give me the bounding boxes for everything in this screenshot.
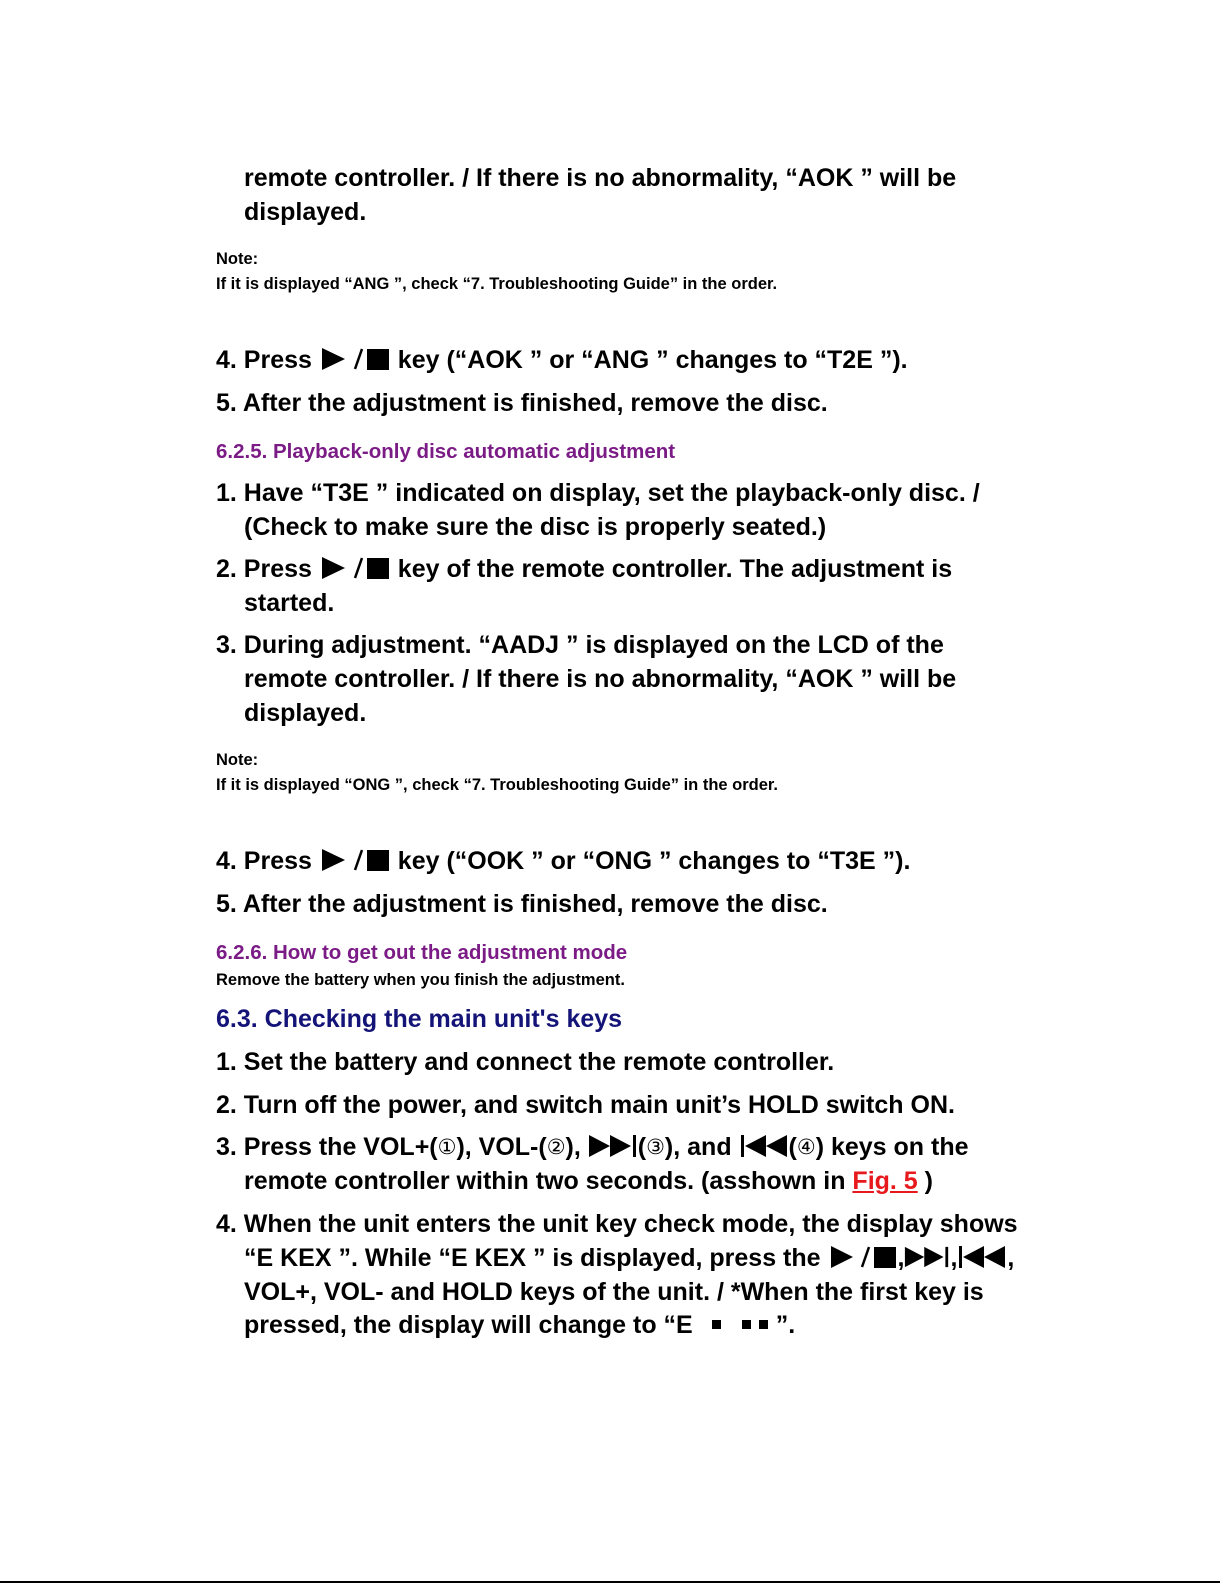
step-text: 4. Press xyxy=(216,346,319,374)
step-1-line-b: (Check to make sure the disc is properly seated.) xyxy=(244,513,827,541)
separator: , xyxy=(950,1244,958,1272)
section-heading-6-3: 6.3. Checking the main unit's keys xyxy=(216,1005,623,1033)
step-text: “E KEX ”. While “E KEX ” is displayed, press the xyxy=(244,1244,828,1272)
step-text: ”. xyxy=(775,1311,796,1339)
step-text: key (“AOK ” or “ANG ” changes to “T2E ”). xyxy=(390,346,908,374)
section-text: Remove the battery when you finish the adjustment. xyxy=(216,971,625,989)
key-step-3-line-b xyxy=(244,1164,933,1198)
previous-rewind-icon xyxy=(739,1133,789,1159)
key-step-4-line-b xyxy=(244,1241,1014,1275)
step-text: 3. Press the VOL+( xyxy=(216,1133,438,1161)
circled-number: ① xyxy=(437,1135,457,1159)
continued-line-2: displayed. xyxy=(244,198,367,226)
circled-number: ② xyxy=(546,1135,566,1159)
step-5-remove-disc: 5. After the adjustment is finished, remove the disc. xyxy=(216,389,828,417)
step-4-press xyxy=(216,343,908,377)
step-text: key (“OOK ” or “ONG ” changes to “T3E ”). xyxy=(390,847,911,875)
play-stop-icon xyxy=(319,346,391,372)
step-4-press xyxy=(216,844,910,878)
step-2-press xyxy=(216,552,952,586)
step-text: ) xyxy=(917,1167,933,1195)
play-stop-icon xyxy=(319,847,391,873)
play-stop-icon xyxy=(319,555,391,581)
key-step-3-line-a: 3. Press the VOL+(①), VOL-(②), (③), and (④) keys on the xyxy=(216,1130,969,1164)
section-heading-6-2-6: 6.2.6. How to get out the adjustment mode xyxy=(216,941,628,964)
note-text: If it is displayed “ANG ”, check “7. Troubleshooting Guide” in the order. xyxy=(216,275,778,293)
fast-forward-next-icon xyxy=(588,1133,638,1159)
key-step-4-line-a: 4. When the unit enters the unit key check mode, the display shows xyxy=(216,1210,1018,1238)
step-1-line-a: 1. Have “T3E ” indicated on display, set the playback-only disc. / xyxy=(216,479,980,507)
separator: , xyxy=(897,1244,905,1272)
step-3-line-c: displayed. xyxy=(244,699,367,727)
step-text: remote controller within two seconds. (asshown in xyxy=(244,1167,853,1195)
step-text: 2. Press xyxy=(216,555,319,583)
previous-rewind-icon xyxy=(957,1244,1007,1270)
key-step-1: 1. Set the battery and connect the remote controller. xyxy=(216,1048,835,1076)
section-heading-6-2-5: 6.2.5. Playback-only disc automatic adjustment xyxy=(216,440,676,463)
step-text: pressed, the display will change to “E xyxy=(244,1311,700,1339)
fast-forward-next-icon xyxy=(904,1244,950,1270)
circled-number: ③ xyxy=(646,1135,665,1159)
fig-5-link[interactable]: Fig. 5 xyxy=(852,1167,918,1195)
key-step-4-line-d xyxy=(244,1308,795,1342)
step-5-remove-disc: 5. After the adjustment is finished, remove the disc. xyxy=(216,890,828,918)
step-3-line-a: 3. During adjustment. “AADJ ” is displayed on the LCD of the xyxy=(216,631,944,659)
step-text: ), and xyxy=(664,1133,739,1161)
note-label: Note: xyxy=(216,250,259,268)
step-text: 4. Press xyxy=(216,847,319,875)
display-segment-icon xyxy=(712,1308,768,1342)
step-2-line-b: started. xyxy=(244,589,335,617)
note-label: Note: xyxy=(216,751,259,769)
circled-number: ④ xyxy=(796,1135,816,1159)
step-text: ), xyxy=(565,1133,588,1161)
note-text: If it is displayed “ONG ”, check “7. Troubleshooting Guide” in the order. xyxy=(216,776,779,794)
key-step-4-line-c: VOL+, VOL- and HOLD keys of the unit. / *When the first key is xyxy=(244,1278,984,1306)
step-text: ), VOL-( xyxy=(456,1133,547,1161)
step-3-line-b: remote controller. / If there is no abnormality, “AOK ” will be xyxy=(244,665,957,693)
key-step-2: 2. Turn off the power, and switch main unit’s HOLD switch ON. xyxy=(216,1091,955,1119)
play-stop-icon xyxy=(828,1244,898,1270)
step-text: key of the remote controller. The adjustment is xyxy=(390,555,953,583)
continued-line-1: remote controller. / If there is no abnormality, “AOK ” will be xyxy=(244,164,957,192)
step-text: ) keys on the xyxy=(815,1133,969,1161)
separator: , xyxy=(1007,1244,1015,1272)
